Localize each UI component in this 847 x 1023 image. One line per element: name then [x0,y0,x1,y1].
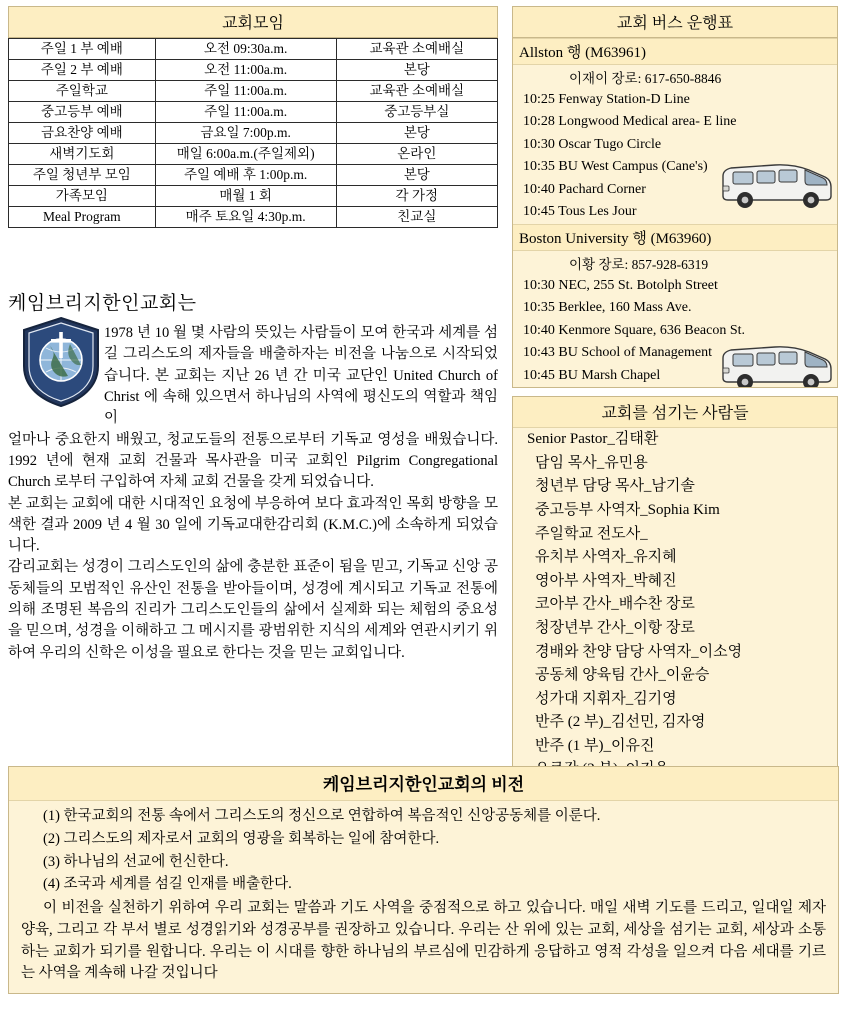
bus-schedule-title: 교회 버스 운행표 [512,6,838,38]
meeting-time: 주일 11:00a.m. [155,102,336,123]
meeting-time: 매일 6:00a.m.(주일제외) [155,144,336,165]
list-item: 10:45 Tous Les Jour [523,204,637,220]
table-row [9,60,498,81]
meeting-name: 주일 1 부 예배 [9,39,156,60]
table-row [9,39,498,60]
table-row [9,165,498,186]
list-item: 공동체 양육팀 간사_이윤승 [535,667,710,684]
list-item: 10:43 BU School of Management [523,345,712,361]
meeting-name: 가족모임 [9,186,156,207]
meeting-name: 주일 청년부 모임 [9,165,156,186]
vision-body [9,801,838,993]
meeting-place: 친교실 [336,207,497,228]
meeting-place: 본당 [336,60,497,81]
vision-panel [8,766,839,994]
staff-title: 교회를 섬기는 사람들 [513,397,837,428]
list-item: Senior Pastor_김태환 [527,431,659,448]
meeting-time: 매월 1 회 [155,186,336,207]
list-item: 성가대 지휘자_김기영 [535,690,677,707]
meeting-time: 주일 11:00a.m. [155,81,336,102]
table-row [9,144,498,165]
intro-paragraph-1b: 얼마나 중요한지 배웠고, 청교도들의 전통으로부터 기독교 영성을 배웠습니다. 1992 년에 현재 교회 건물과 목사관을 미국 교회인 Pilgrim Congregational Church 로부터 구입하여 자체 교회 건물을 갖게 되었습니다. [8,431,498,491]
list-item: 반주 (1 부)_이유진 [535,737,655,754]
list-item: 10:40 Pachard Corner [523,181,646,197]
meeting-time: 오전 09:30a.m. [155,39,336,60]
list-item: 청장년부 간사_이항 장로 [535,619,695,636]
vision-title: 케임브리지한인교회의 비전 [9,767,838,801]
meeting-place: 본당 [336,165,497,186]
list-item: (4) 조국과 세계를 섬길 인재를 배출한다. [43,876,292,893]
church-introduction [8,288,498,664]
meeting-name: 주일학교 [9,81,156,102]
meeting-table-title: 교회모임 [8,6,498,38]
meeting-place: 각 가정 [336,186,497,207]
list-item: 10:35 Berklee, 160 Mass Ave. [523,300,692,316]
intro-paragraph-1a: 1978 년 10 월 몇 사람의 뜻있는 사람들이 모여 한국과 세계를 섬길 그리스도의 제자들을 배출하자는 비전을 나눔으로 시작되었습니다. 본 교회는 지난 26 년 간 미국 교단인 United Church of Christ 에 속해 있으면서 하나님의 사역에 평신도의 역할과 책임이 [104,325,498,427]
meeting-name: 주일 2 부 예배 [9,60,156,81]
meeting-time: 매주 토요일 4:30p.m. [155,207,336,228]
meeting-schedule-table [8,38,498,228]
meeting-place: 중고등부실 [336,102,497,123]
list-item: (2) 그리스도의 제자로서 교회의 영광을 회복하는 일에 참여한다. [43,830,440,847]
meeting-time: 주일 예배 후 1:00p.m. [155,165,336,186]
church-seal-icon [20,316,102,408]
table-row [9,123,498,144]
list-item: 10:35 BU West Campus (Cane's) [523,159,708,175]
list-item: (1) 한국교회의 전통 속에서 그리스도의 정신으로 연합하여 복음적인 신앙공동체를 이룬다. [43,808,601,824]
list-item: 담임 목사_유민용 [535,454,648,471]
list-item: 10:30 Oscar Tugo Circle [523,136,662,152]
meeting-place: 교육관 소예배실 [336,81,497,102]
list-item: 10:25 Fenway Station-D Line [523,92,690,107]
list-item: 10:45 BU Marsh Chapel [523,367,661,383]
bus-route-name: Allston 행 (M63961) [513,38,837,65]
meeting-time: 금요일 7:00p.m. [155,123,336,144]
meeting-place: 교육관 소예배실 [336,39,497,60]
list-item: 중고등부 사역자_Sophia Kim [535,501,720,518]
list-item: 유치부 사역자_유지혜 [535,549,677,566]
meeting-name: 새벽기도회 [9,144,156,165]
meeting-name: Meal Program [9,207,156,228]
table-row [9,186,498,207]
vision-paragraph: 이 비전을 실천하기 위하여 우리 교회는 말씀과 기도 사역을 중점적으로 하고 있습니다. 매일 새벽 기도를 드리고, 일대일 제자 양육, 그리고 각 부서 별로 성경읽기와 성경공부를 권장하고 있습니다. 우리는 산 위에 있는 교회, 세상을 섬기는 교회, 세상과 소통하는 교회가 되기를 원합니다. 우리는 이 시대를 향한 하나님의 부르심에 민감하게 응답하고 영적 각성을 일으켜 다음 세대를 기르는 사역을 계속해 나갈 것입니다 [21,900,827,982]
bus-route-contact: 이재이 장로: 617-650-8846 [569,71,722,86]
bus-route-name: Boston University 행 (M63960) [513,224,837,251]
list-item: (3) 하나님의 선교에 헌신한다. [43,853,229,870]
list-item: 경배와 찬양 담당 사역자_이소영 [535,643,743,660]
meeting-place: 온라인 [336,144,497,165]
bus-schedule-panel [512,38,838,388]
list-item: 10:28 Longwood Medical area- E line [523,114,737,130]
meeting-time: 오전 11:00a.m. [155,60,336,81]
intro-paragraph-3: 감리교회는 성경이 그리스도인의 삶에 충분한 표준이 됨을 믿고, 기독교 신앙 공동체들의 모범적인 유산인 전통을 받아들이며, 성경에 계시되고 기독교 전통에 의해 조명된 복음의 진리가 그리스도인들의 삶에서 실제화 되는 체험의 중요성을 믿으며, 성경을 이해하고 그 메시지를 광범위한 지식의 세계와 연관시키기 위하여 우리의 신학은 이성을 필요로 한다는 것을 믿는 교회입니다. [8,559,498,661]
intro-heading: 케임브리지한인교회는 [8,293,197,314]
list-item: 10:30 NEC, 255 St. Botolph Street [523,277,718,293]
table-row [9,207,498,228]
intro-paragraph-2: 본 교회는 교회에 대한 시대적인 요청에 부응하여 보다 효과적인 목회 방향을 모색한 결과 2009 년 4 월 30 일에 기독교대한감리회 (K.M.C.)에 소속하게 되었습니다. [8,495,498,555]
table-row [9,102,498,123]
left-column [8,6,498,664]
staff-panel [512,396,838,783]
meeting-name: 금요찬양 예배 [9,123,156,144]
table-row [9,81,498,102]
list-item: 청년부 담당 목사_남기솔 [535,478,695,495]
list-item: 주일학교 전도사_ [535,525,648,542]
meeting-name: 중고등부 예배 [9,102,156,123]
right-column [512,6,838,783]
list-item: 반주 (2 부)_김선민, 김자영 [535,714,706,731]
list-item: 10:40 Kenmore Square, 636 Beacon St. [523,322,746,338]
list-item: 코아부 간사_배수찬 장로 [535,596,695,613]
meeting-place: 본당 [336,123,497,144]
list-item: 영아부 사역자_박혜진 [535,572,677,589]
bus-route-contact: 이황 장로: 857-928-6319 [569,256,709,272]
